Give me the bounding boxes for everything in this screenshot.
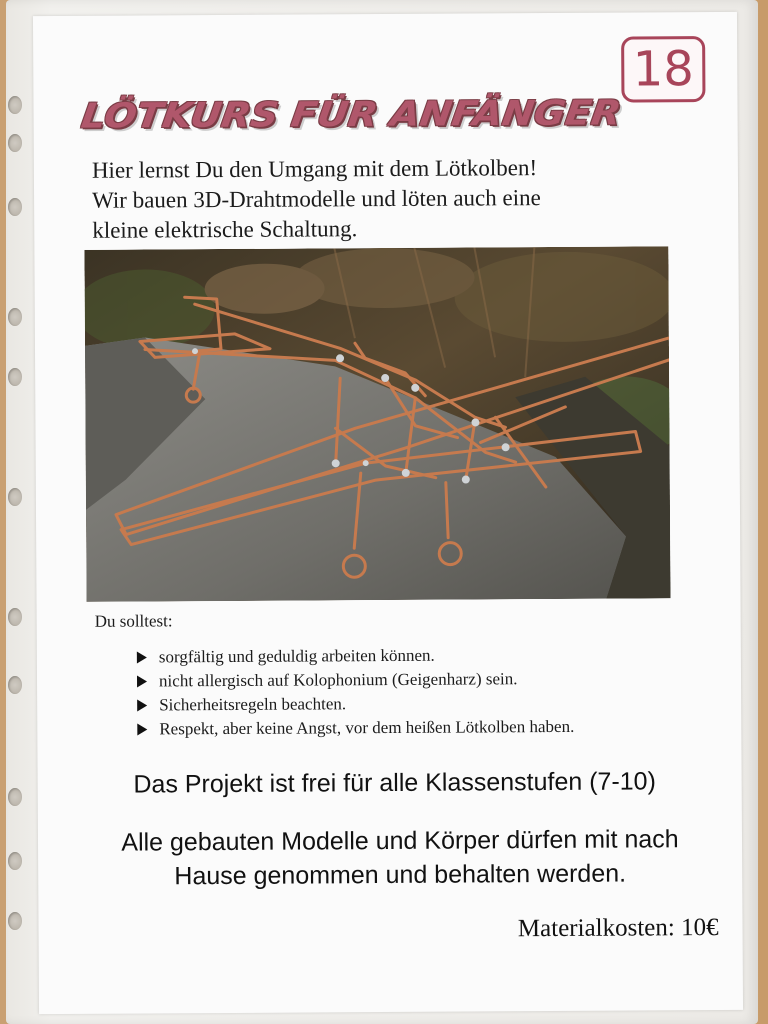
page-number-badge: 18 [621, 36, 705, 103]
punch-hole-icon [8, 134, 22, 152]
triangle-bullet-icon [137, 675, 147, 687]
punch-hole-icon [8, 368, 22, 386]
punch-hole-icon [8, 912, 22, 930]
list-item [137, 690, 717, 718]
flyer-page [33, 12, 743, 1014]
intro-line: Hier lernst Du den Umgang mit dem Lötkolben! [91, 155, 538, 183]
models-line: Hause genommen und behalten werden. [174, 859, 627, 891]
project-eligibility: Das Projekt ist frei für alle Klassenstufen (7-10) [133, 767, 656, 799]
punch-hole-icon [8, 488, 22, 506]
triangle-bullet-icon [137, 723, 147, 735]
list-item-text: sorgfältig und geduldig arbeiten können. [158, 645, 435, 667]
punch-hole-icon [8, 788, 22, 806]
list-item [137, 714, 717, 742]
intro-text [92, 152, 693, 246]
list-item-text: Sicherheitsregeln beachten. [159, 694, 347, 715]
wire-biplane-photo [84, 246, 670, 602]
material-cost: Materialkosten: 10€ [517, 913, 719, 943]
requirements-list [137, 642, 718, 742]
list-item [137, 666, 717, 694]
requirements-label: Du solltest: [94, 611, 173, 631]
list-item-text: Respekt, aber keine Angst, vor dem heißen Lötkolben haben. [159, 716, 575, 739]
triangle-bullet-icon [137, 651, 147, 663]
triangle-bullet-icon [137, 699, 147, 711]
punch-hole-icon [8, 198, 22, 216]
models-line: Alle gebauten Modelle und Körper dürfen mit nach [121, 825, 679, 857]
intro-line: Wir bauen 3D-Drahtmodelle und löten auch eine [92, 185, 541, 213]
list-item [137, 642, 717, 670]
wire-biplane-illustration [84, 246, 670, 602]
punch-hole-icon [8, 308, 22, 326]
flyer-title: LÖTKURS FÜR ANFÄNGER [78, 92, 624, 136]
intro-line: kleine elektrische Schaltung. [92, 216, 358, 243]
punch-hole-icon [8, 852, 22, 870]
punch-hole-icon [8, 96, 22, 114]
punch-hole-icon [8, 608, 22, 626]
list-item-text: nicht allergisch auf Kolophonium (Geigenharz) sein. [158, 669, 518, 691]
models-info [60, 822, 740, 894]
punch-hole-icon [8, 676, 22, 694]
